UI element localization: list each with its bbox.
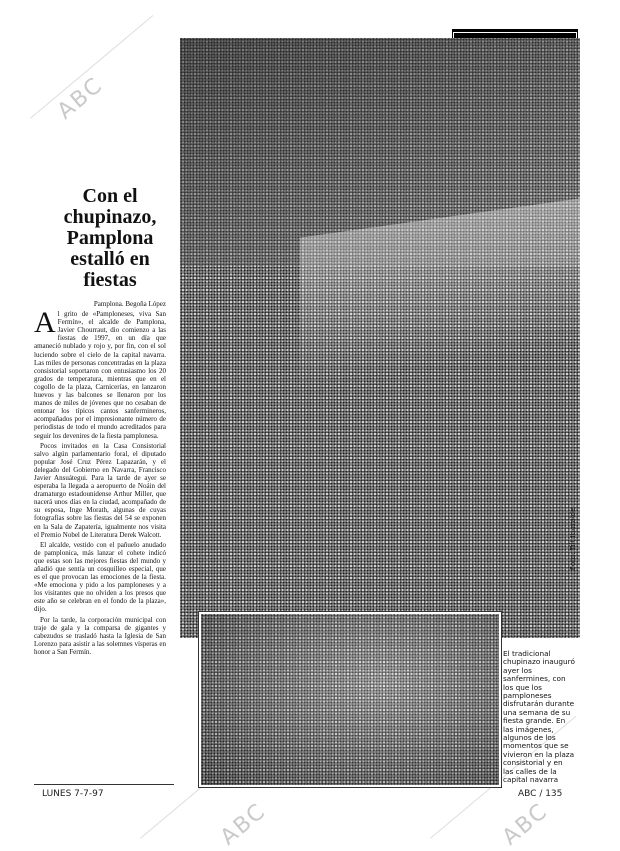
headline-line: chupinazo,	[63, 206, 157, 228]
byline: Pamplona. Begoña López	[93, 300, 166, 308]
drop-cap: A	[34, 306, 56, 340]
article-paragraph-text: l grito de «Pamploneses, viva San Fermín», el alcalde de Pamplona, Javier Chourraut, dio comienzo a las fiestas de 1997, en un día que amaneció nublado y rojo y, por fin, con el sol luciendo sobre el cielo de la capital navarra. Las miles de personas concentradas en la plaza consistorial soportaron con entusiasmo los 20 grados de temperatura, mientras que en el cogollo de la plaza, Carnicerías, en lanzaron huevos y las balcones se llenaron por los manos de miles de jóvenes que no cesaban de entonar los típicos cantos sanfermineros, acompañados por el impresionante número de periodistas de todo el mundo acreditados para seguir los devenires de la fiesta pamplonesa.	[34, 310, 166, 440]
article-body	[34, 300, 166, 658]
watermark: ABC	[52, 72, 109, 125]
article-paragraph: Pocos invitados en la Casa Consistorial salvo algún parlamentario foral, el diputado popular José Cruz Pérez Lapazarán, y el delegado del Gobierno en Navarra, Francisco Javier Ansuátegui. Para la tarde de ayer se esperaba la llegada a aeropuerto de Noáin del dramaturgo estadounidense Arthur Miller, que nacerá unos días en la ciudad, acompañado de su esposa, Inge Morath, algunas de cuyas fotografías sobre las fiestas del 54 se exponen en la Sala de Zapatería, igualmente nos visita el Premio Nobel de Literatura Derek Walcott.	[34, 441, 166, 539]
inset-photo	[199, 612, 501, 787]
photo-credit: Foto: Tilt Iturralde	[569, 507, 577, 570]
article-paragraph: El alcalde, vestido con el pañuelo anudado de pamplonica, más lanzar el cohete indicó que estas son las mejores fiestas del mundo y añadió que sentía un cosquilleo especial, que es el que provocan las emociones de la fiesta. «Me emociona y pido a los pamploneses y a los visitantes que no olviden a los presos que este año se celebran en el fondo de la plaza», dijo.	[34, 540, 166, 614]
headline-line: Con el	[82, 185, 138, 207]
article-paragraph: Por la tarde, la corporación municipal con traje de gala y la comparsa de gigantes y cabezudos se trasladó hasta la Iglesia de San Lorenzo para asistir a las solemnes vísperas en honor a San Fermín.	[34, 615, 166, 656]
footer-page-number: ABC / 135	[518, 789, 563, 799]
headline-line: fiestas	[83, 269, 137, 291]
inset-photo-shade	[201, 614, 499, 785]
main-photo	[180, 38, 580, 638]
footer-rule	[34, 784, 174, 785]
headline	[40, 186, 180, 291]
article-paragraph	[34, 306, 166, 440]
headline-line: estalló en	[70, 248, 150, 270]
photo-caption: El tradicional chupinazo inauguró ayer los sanfermines, con los que los pamploneses disfrutarán durante una semana de su fiesta grande. En las imágenes, algunos de los momentos que se vivieron en la plaza consistorial y en las calles de la capital navarra	[503, 649, 575, 785]
watermark: ABC	[215, 798, 272, 851]
watermark: ABC	[497, 798, 554, 851]
footer-date: LUNES 7-7-97	[42, 789, 104, 799]
headline-line: Pamplona	[66, 227, 154, 249]
